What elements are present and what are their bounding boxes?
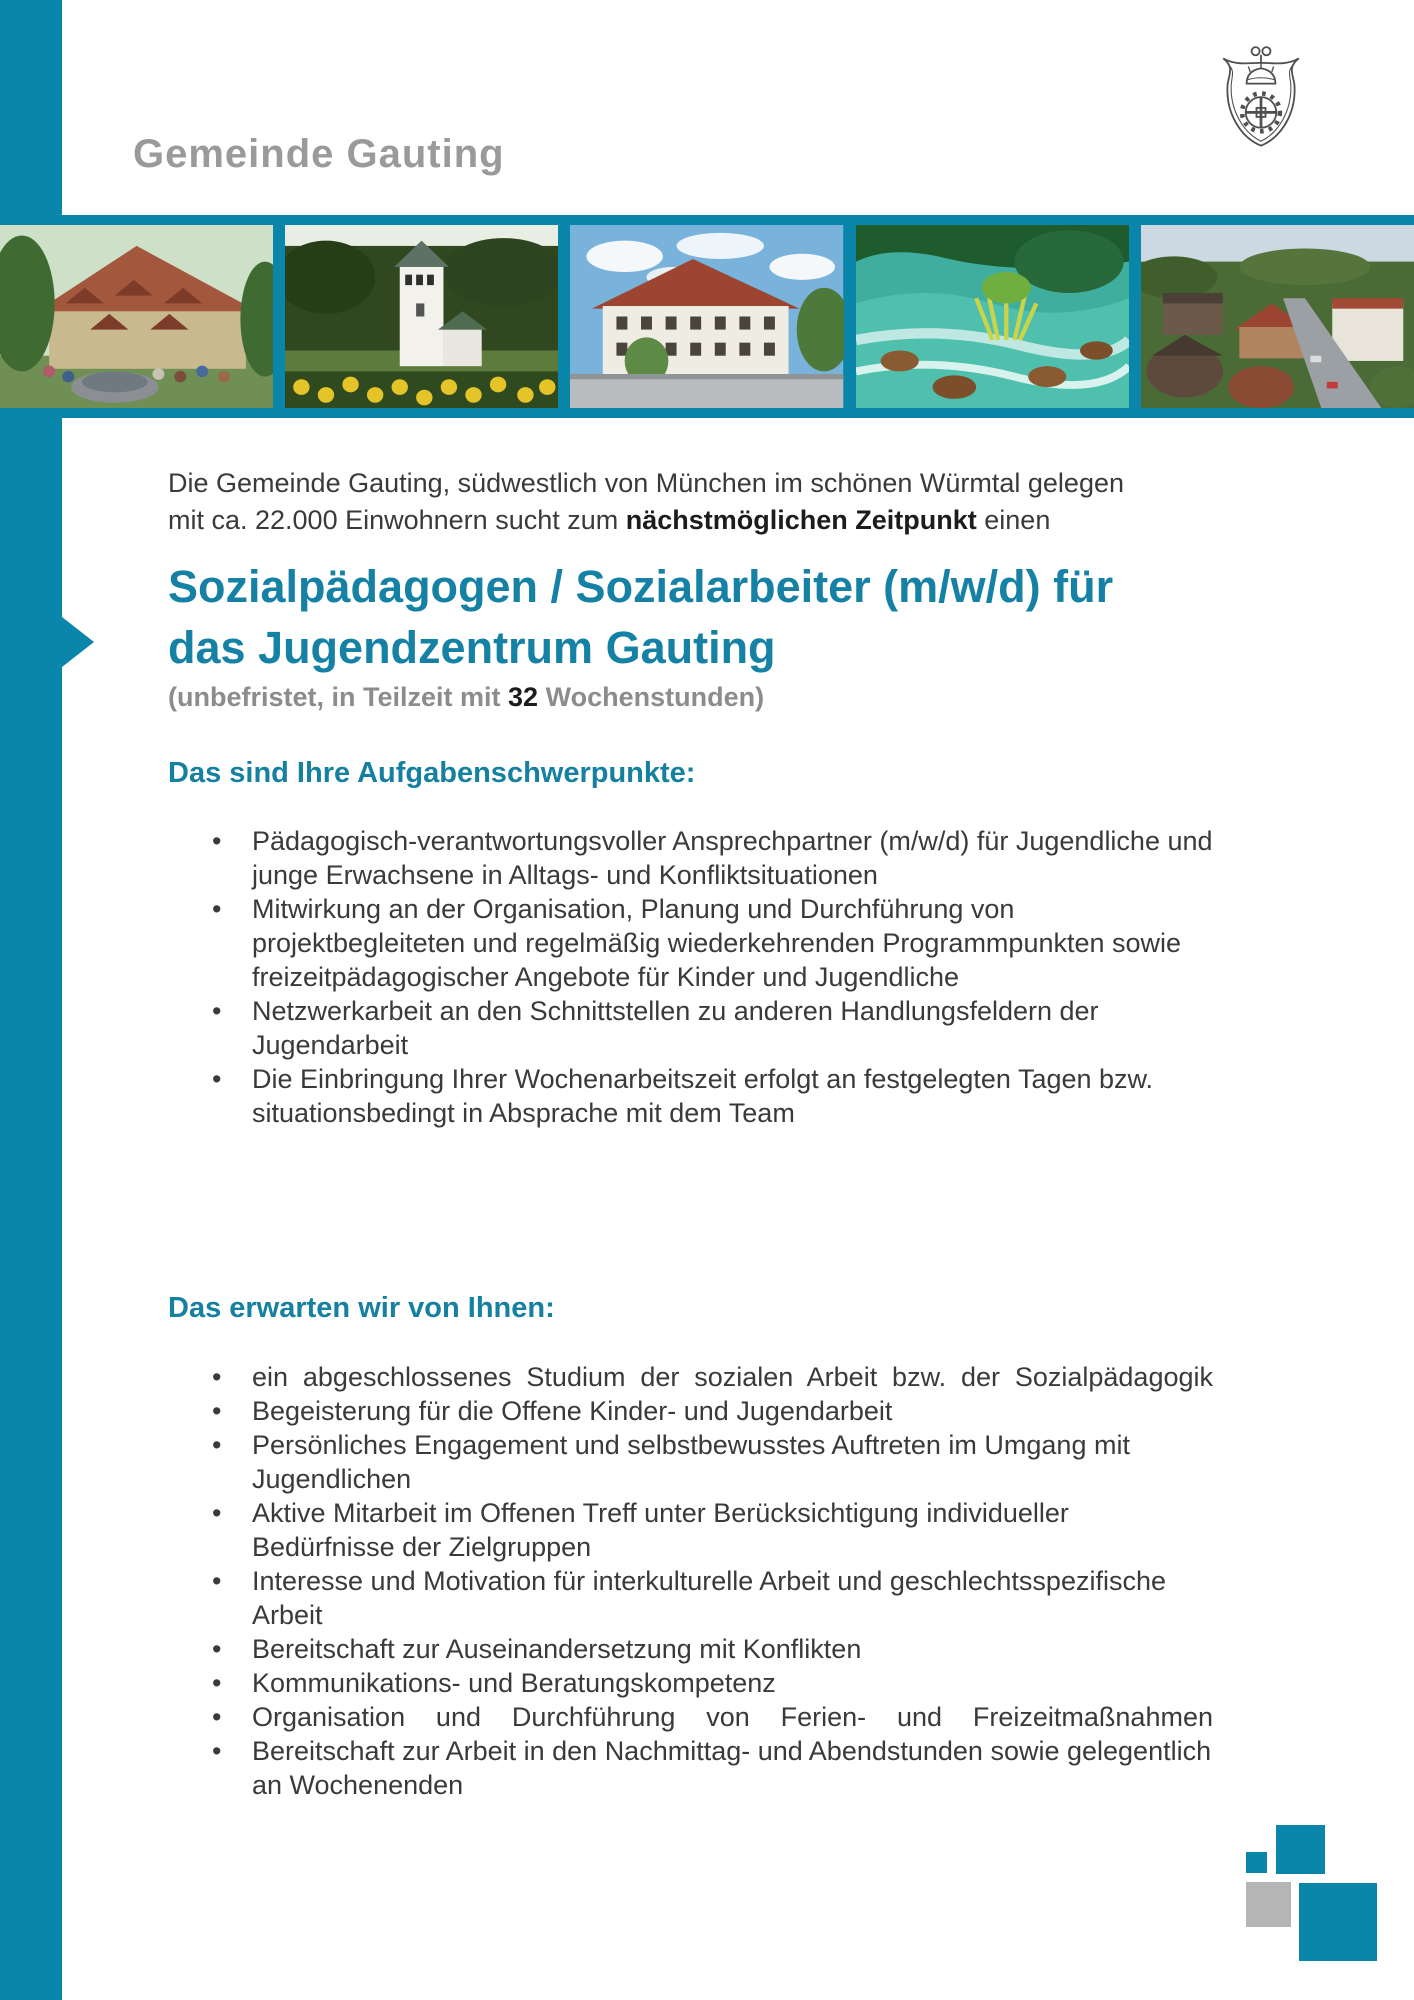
- list-item: • Bereitschaft zur Arbeit in den Nachmittag- und Abendstunden sowie gelegentlich an Wochenenden: [168, 1734, 1213, 1802]
- page-subtitle: [168, 682, 1268, 713]
- arrow-right-marker: [62, 617, 94, 667]
- subtitle-pre: (unbefristet, in Teilzeit mit: [168, 682, 509, 712]
- coat-of-arms-icon: [1216, 44, 1306, 160]
- list-item: • Aktive Mitarbeit im Offenen Treff unter Berücksichtigung individueller Bedürfnisse der Zielgruppen: [168, 1496, 1213, 1564]
- banner-photo-river-stream: [856, 225, 1129, 408]
- section-heading-erwartungen: Das erwarten wir von Ihnen:: [168, 1292, 555, 1324]
- list-item: • Bereitschaft zur Auseinandersetzung mit Konflikten: [168, 1632, 1213, 1666]
- aufgaben-list: [168, 824, 1218, 1130]
- list-item: • Die Einbringung Ihrer Wochenarbeitszeit erfolgt an festgelegten Tagen bzw. situationsbedingt in Absprache mit dem Team: [168, 1062, 1213, 1130]
- photo-banner-strip: [0, 215, 1414, 418]
- list-item: • Pädagogisch-verantwortungsvoller Ansprechpartner (m/w/d) für Jugendliche und junge Erwachsene in Alltags- und Konfliktsituationen: [168, 824, 1213, 892]
- banner-photo-aerial-town: [1141, 225, 1414, 408]
- section-heading-aufgaben: Das sind Ihre Aufgabenschwerpunkte:: [168, 757, 696, 789]
- list-item: • Interesse und Motivation für interkulturelle Arbeit und geschlechtsspezifische Arbeit: [168, 1564, 1213, 1632]
- intro-paragraph: [168, 465, 1143, 539]
- list-item: • Organisation und Durchführung von Ferien- und Freizeitmaßnahmen: [168, 1700, 1213, 1734]
- banner-photo-town-hall: [570, 225, 843, 408]
- page-title-line1: Sozialpädagogen / Sozialarbeiter (m/w/d) für: [168, 561, 1114, 612]
- intro-text-2: einen: [976, 505, 1051, 535]
- banner-photo-church-tower: [285, 225, 558, 408]
- page-title-line2: das Jugendzentrum Gauting: [168, 622, 776, 673]
- decorative-square-teal-small: [1246, 1852, 1267, 1873]
- list-item: • ein abgeschlossenes Studium der sozialen Arbeit bzw. der Sozialpädagogik: [168, 1360, 1213, 1394]
- decorative-square-gray: [1246, 1882, 1291, 1927]
- list-item: • Mitwirkung an der Organisation, Planung und Durchführung von projektbegleiteten und regelmäßig wiederkehrenden Programmpunkten sowie freizeitpädagogischer Angebote für Kinder und Jugendliche: [168, 892, 1213, 994]
- list-item: • Netzwerkarbeit an den Schnittstellen zu anderen Handlungsfeldern der Jugendarbeit: [168, 994, 1213, 1062]
- erwartungen-list: [168, 1360, 1218, 1802]
- decorative-square-teal-medium: [1276, 1825, 1325, 1874]
- decorative-square-teal-large: [1299, 1883, 1377, 1961]
- logo-text: Gemeinde Gauting: [133, 132, 505, 176]
- intro-text-bold: nächstmöglichen Zeitpunkt: [625, 505, 977, 535]
- list-item: • Persönliches Engagement und selbstbewusstes Auftreten im Umgang mit Jugendlichen: [168, 1428, 1213, 1496]
- subtitle-hours: 32: [508, 682, 539, 712]
- list-item: • Begeisterung für die Offene Kinder- und Jugendarbeit: [168, 1394, 1213, 1428]
- page-title: [168, 556, 1348, 678]
- banner-photo-festival-fountain: [0, 225, 273, 408]
- decorative-squares: [1246, 1825, 1386, 1965]
- intro-text-1: Die Gemeinde Gauting, südwestlich von München im schönen Würmtal gelegen mit ca. 22.000 Einwohnern sucht zum: [168, 468, 1124, 535]
- subtitle-post: Wochenstunden): [538, 682, 765, 712]
- list-item: • Kommunikations- und Beratungskompetenz: [168, 1666, 1213, 1700]
